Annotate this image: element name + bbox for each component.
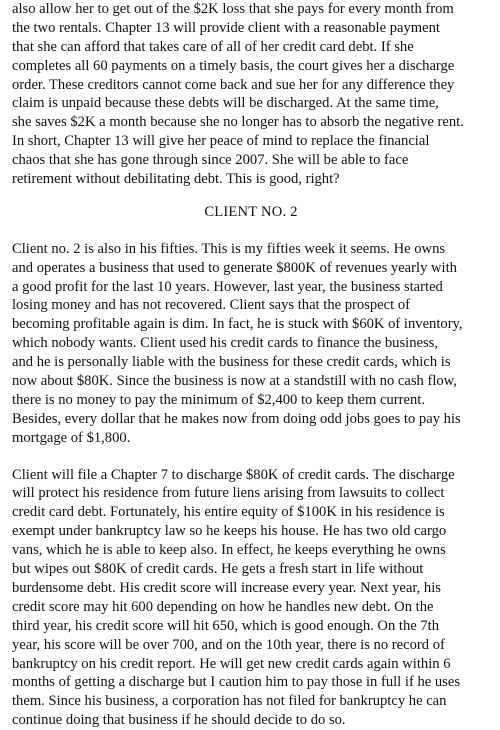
text-line: completes all 60 payments on a timely basis, the court gives her a discharge bbox=[12, 57, 455, 74]
text-line: becoming profitable again is dim. In fact, he is stuck with $60K of inventory, bbox=[12, 316, 463, 333]
text-line: bankruptcy on his credit report. He will get new credit cards again within 6 bbox=[12, 655, 451, 672]
text-line: Besides, every dollar that he makes now from doing odd jobs goes to pay his bbox=[12, 410, 461, 427]
text-line: claim is unpaid because these debts will be discharged. At the same time, bbox=[12, 95, 439, 112]
text-line: there is no money to pay the minimum of $2,400 to keep them current. bbox=[12, 391, 425, 408]
text-line: a good profit for the last 10 years. However, last year, the business started bbox=[12, 278, 443, 295]
text-line: will protect his residence from future liens arising from lawsuits to collect bbox=[12, 485, 445, 502]
text-line: In short, Chapter 13 will give her peace of mind to replace the financial bbox=[12, 133, 430, 150]
text-line: months of getting a discharge but I caution him to pay those in full if he uses bbox=[12, 674, 461, 691]
text-line: the two rentals. Chapter 13 will provide client with a reasonable payment bbox=[12, 19, 440, 36]
text-line: mortgage of $1,800. bbox=[12, 429, 131, 446]
text-line: and operates a business that used to generate $800K of revenues yearly with bbox=[12, 259, 457, 276]
text-line: losing money and has not recovered. Client says that the prospect of bbox=[12, 297, 410, 314]
section-heading: CLIENT NO. 2 bbox=[204, 203, 298, 220]
paragraph-2 bbox=[12, 240, 490, 448]
text-line: chaos that she has gone through since 2007. She will be able to face bbox=[12, 152, 409, 169]
text-line: third year, his credit score will hit 650, which is good enough. On the 7th bbox=[12, 617, 440, 634]
text-line: them. Since his business, a corporation has not filed for bankruptcy he can bbox=[12, 693, 447, 710]
text-line: year, his score will be over 700, and on the 10th year, there is no record of bbox=[12, 636, 445, 653]
text-line: that she can afford that takes care of all of her credit card debt. If she bbox=[12, 38, 414, 55]
paragraph-gap bbox=[12, 448, 490, 466]
text-line: retirement without debilitating debt. This is good, right? bbox=[12, 171, 340, 188]
text-line: now about $80K. Since the business is now at a standstill with no cash flow, bbox=[12, 373, 457, 390]
text-line: vans, which he is able to keep also. In effect, he keeps everything he owns bbox=[12, 542, 446, 559]
text-line: Client no. 2 is also in his fifties. This is my fifties week it seems. He owns bbox=[12, 240, 446, 257]
text-line: but wipes out $80K of credit cards. He gets a fresh start in life without bbox=[12, 561, 424, 578]
text-line: exempt under bankruptcy law so he keeps his house. He has two old cargo bbox=[12, 523, 447, 540]
text-line: also allow her to get out of the $2K loss that she pays for every month from bbox=[12, 1, 454, 17]
text-line: and he is personally liable with the business for these credit cards, which is bbox=[12, 354, 451, 371]
paragraph-1 bbox=[12, 0, 490, 189]
paragraph-3 bbox=[12, 466, 490, 730]
text-line: continue doing that business if he should decide to do so. bbox=[12, 712, 346, 729]
text-line: credit score may hit 600 depending on how he handles new debt. On the bbox=[12, 598, 434, 615]
text-line: which nobody wants. Client used his credit cards to finance the business, bbox=[12, 335, 438, 352]
text-line: she saves $2K a month because she no longer has to absorb the negative rent. bbox=[12, 114, 464, 131]
text-line: burdensome debt. His credit score will increase every year. Next year, his bbox=[12, 579, 441, 596]
text-line: credit card debt. Fortunately, his entire equity of $100K in his residence is bbox=[12, 504, 445, 521]
text-line: Client will file a Chapter 7 to discharge $80K of credit cards. The discharge bbox=[12, 466, 455, 483]
text-line: order. These creditors cannot come back and sue her for any difference they bbox=[12, 76, 455, 93]
